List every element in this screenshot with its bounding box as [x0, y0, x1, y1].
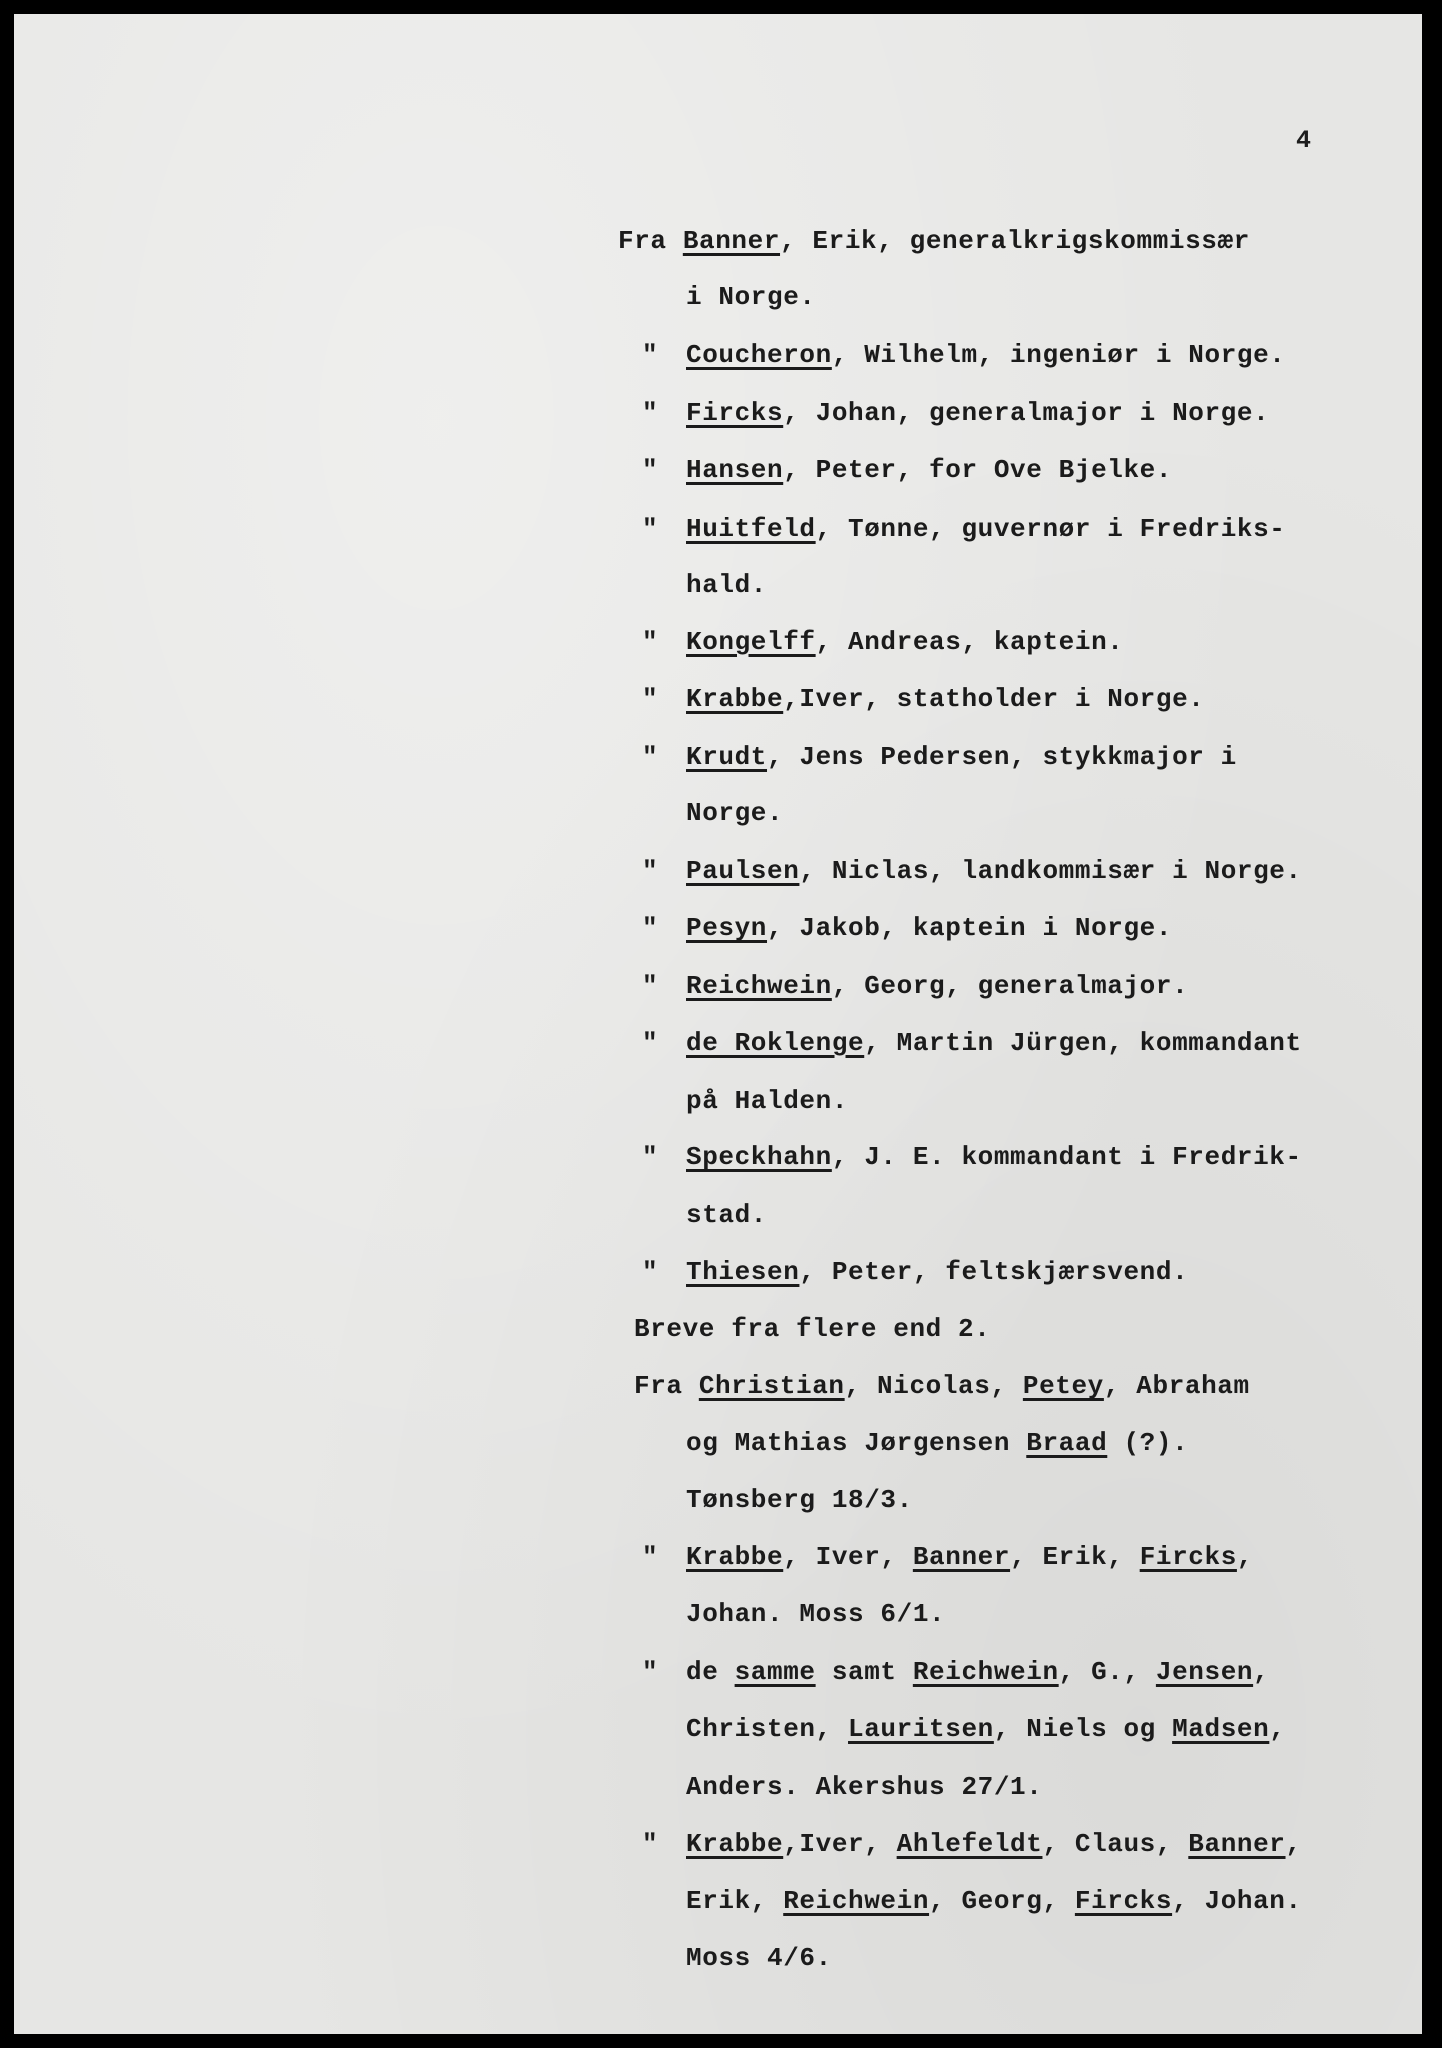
text-segment: , Johan. [1172, 1886, 1302, 1916]
text-segment: , Erik, [1010, 1542, 1140, 1572]
entry-rest: , Wilhelm, ingeniør i Norge. [831, 340, 1286, 370]
name-segment: Banner [1188, 1829, 1286, 1859]
text-segment: , [1269, 1714, 1286, 1744]
group-line: Johan. Moss 6/1. [686, 1599, 946, 1629]
entry-rest: , Niclas, landkommisær i Norge. [799, 856, 1302, 886]
group-line [634, 1371, 1250, 1401]
entry-name: Coucheron [686, 340, 832, 370]
entry-name: Krudt [686, 742, 768, 772]
entry-line [686, 514, 1286, 544]
name-segment: Madsen [1172, 1714, 1270, 1744]
text-segment: , Nicolas, [844, 1371, 1023, 1401]
ditto-mark [642, 398, 658, 428]
text-segment: , [1236, 1542, 1254, 1572]
text-segment: , [1285, 1829, 1302, 1859]
group-line [686, 1714, 1286, 1744]
name-segment: Lauritsen [848, 1714, 994, 1744]
name-segment: Fircks [1139, 1542, 1237, 1572]
group-line: Moss 4/6. [686, 1943, 832, 1973]
entry-line [618, 226, 1250, 256]
entry-continuation: hald. [686, 570, 768, 600]
section-heading: Breve fra flere end 2. [634, 1314, 991, 1344]
entry-rest: , Peter, for Ove Bjelke. [783, 455, 1173, 485]
entry-continuation: i Norge. [686, 282, 816, 312]
entry-rest: ,Iver, statholder i Norge. [783, 684, 1205, 714]
name-segment: Fircks [1074, 1886, 1173, 1916]
ditto-mark [642, 1257, 658, 1287]
entry-continuation: på Halden. [686, 1086, 849, 1116]
entry-line [686, 742, 1237, 772]
text-segment: (?). [1107, 1428, 1189, 1458]
name-segment: Jensen [1155, 1657, 1254, 1687]
entry-rest: , Tønne, guvernør i Fredriks- [815, 514, 1286, 544]
text-segment: , Georg, [929, 1886, 1075, 1916]
entry-line [686, 627, 1123, 657]
text-segment: , [1253, 1657, 1270, 1687]
entry-rest: , Jakob, kaptein i Norge. [767, 913, 1173, 943]
entry-rest: , Peter, feltskjærsvend. [799, 1257, 1189, 1287]
group-line [686, 1657, 1269, 1687]
name-segment: samme [734, 1657, 816, 1687]
ditto-mark [642, 684, 658, 714]
group-line [686, 1428, 1188, 1458]
text-segment: , Abraham [1103, 1371, 1250, 1401]
entry-name: Hansen [686, 455, 784, 485]
text-segment: ,Iver, [783, 1829, 897, 1859]
entry-name: Kongelff [686, 627, 816, 657]
group-line [686, 1886, 1302, 1916]
ditto-mark [642, 1028, 658, 1058]
entry-name: Banner [682, 226, 781, 256]
entry-rest: , Johan, generalmajor i Norge. [783, 398, 1270, 428]
entry-name: Thiesen [686, 1257, 800, 1287]
entry-name: Reichwein [686, 971, 832, 1001]
ditto-mark [642, 913, 658, 943]
name-segment: Krabbe [686, 1542, 784, 1572]
entry-name: de Roklenge [686, 1028, 865, 1058]
ditto-mark [642, 455, 658, 485]
text-segment: Erik, [686, 1886, 784, 1916]
entry-line [686, 455, 1172, 485]
entry-line [686, 398, 1269, 428]
entry-prefix: Fra [618, 226, 683, 256]
ditto-mark [642, 1829, 658, 1859]
ditto-mark [642, 1142, 658, 1172]
name-segment: Christian [698, 1371, 845, 1401]
text-segment: Fra [634, 1371, 699, 1401]
entry-name: Krabbe [686, 684, 784, 714]
text-segment: , G., [1058, 1657, 1156, 1687]
ditto-mark [642, 971, 658, 1001]
name-segment: Reichwein [783, 1886, 930, 1916]
group-line [686, 1829, 1302, 1859]
name-segment: Banner [912, 1542, 1011, 1572]
entry-name: Fircks [686, 398, 784, 428]
entry-line [686, 1028, 1302, 1058]
entry-rest: , Jens Pedersen, stykkmajor i [767, 742, 1237, 772]
name-segment: Petey [1022, 1371, 1104, 1401]
entry-rest: , Martin Jürgen, kommandant [864, 1028, 1302, 1058]
text-segment: , Iver, [783, 1542, 913, 1572]
ditto-mark [642, 514, 658, 544]
entry-line [686, 971, 1188, 1001]
name-segment: Ahlefeldt [896, 1829, 1043, 1859]
text-segment: Christen, [686, 1714, 849, 1744]
entry-rest: , J. E. kommandant i Fredrik- [831, 1142, 1302, 1172]
entry-name: Huitfeld [686, 514, 816, 544]
entry-rest: , Erik, generalkrigskommissær [780, 226, 1250, 256]
group-line: Anders. Akershus 27/1. [686, 1772, 1043, 1802]
text-segment: de [686, 1657, 735, 1687]
ditto-mark [642, 1657, 658, 1687]
ditto-mark [642, 856, 658, 886]
entry-continuation: stad. [686, 1200, 768, 1230]
group-line [686, 1542, 1253, 1572]
entry-line [686, 856, 1302, 886]
entry-line [686, 684, 1205, 714]
entry-line [686, 340, 1286, 370]
text-segment: , Niels og [993, 1714, 1173, 1744]
ditto-mark [642, 742, 658, 772]
page-number: 4 [1296, 126, 1312, 155]
entry-continuation: Norge. [686, 798, 784, 828]
entry-rest: , Andreas, kaptein. [815, 627, 1124, 657]
entry-name: Pesyn [686, 913, 768, 943]
ditto-mark [642, 1542, 658, 1572]
entry-line [686, 1257, 1188, 1287]
name-segment: Reichwein [912, 1657, 1059, 1687]
entry-line [686, 913, 1172, 943]
ditto-mark [642, 627, 658, 657]
ditto-mark [642, 340, 658, 370]
document-page [14, 14, 1422, 2034]
name-segment: Braad [1026, 1428, 1108, 1458]
entry-name: Paulsen [686, 856, 800, 886]
text-segment: samt [815, 1657, 913, 1687]
text-segment: , Claus, [1042, 1829, 1189, 1859]
text-segment: og Mathias Jørgensen [686, 1428, 1027, 1458]
name-segment: Krabbe [686, 1829, 784, 1859]
entry-name: Speckhahn [686, 1142, 832, 1172]
group-line: Tønsberg 18/3. [686, 1485, 913, 1515]
entry-line [686, 1142, 1302, 1172]
entry-rest: , Georg, generalmajor. [831, 971, 1189, 1001]
